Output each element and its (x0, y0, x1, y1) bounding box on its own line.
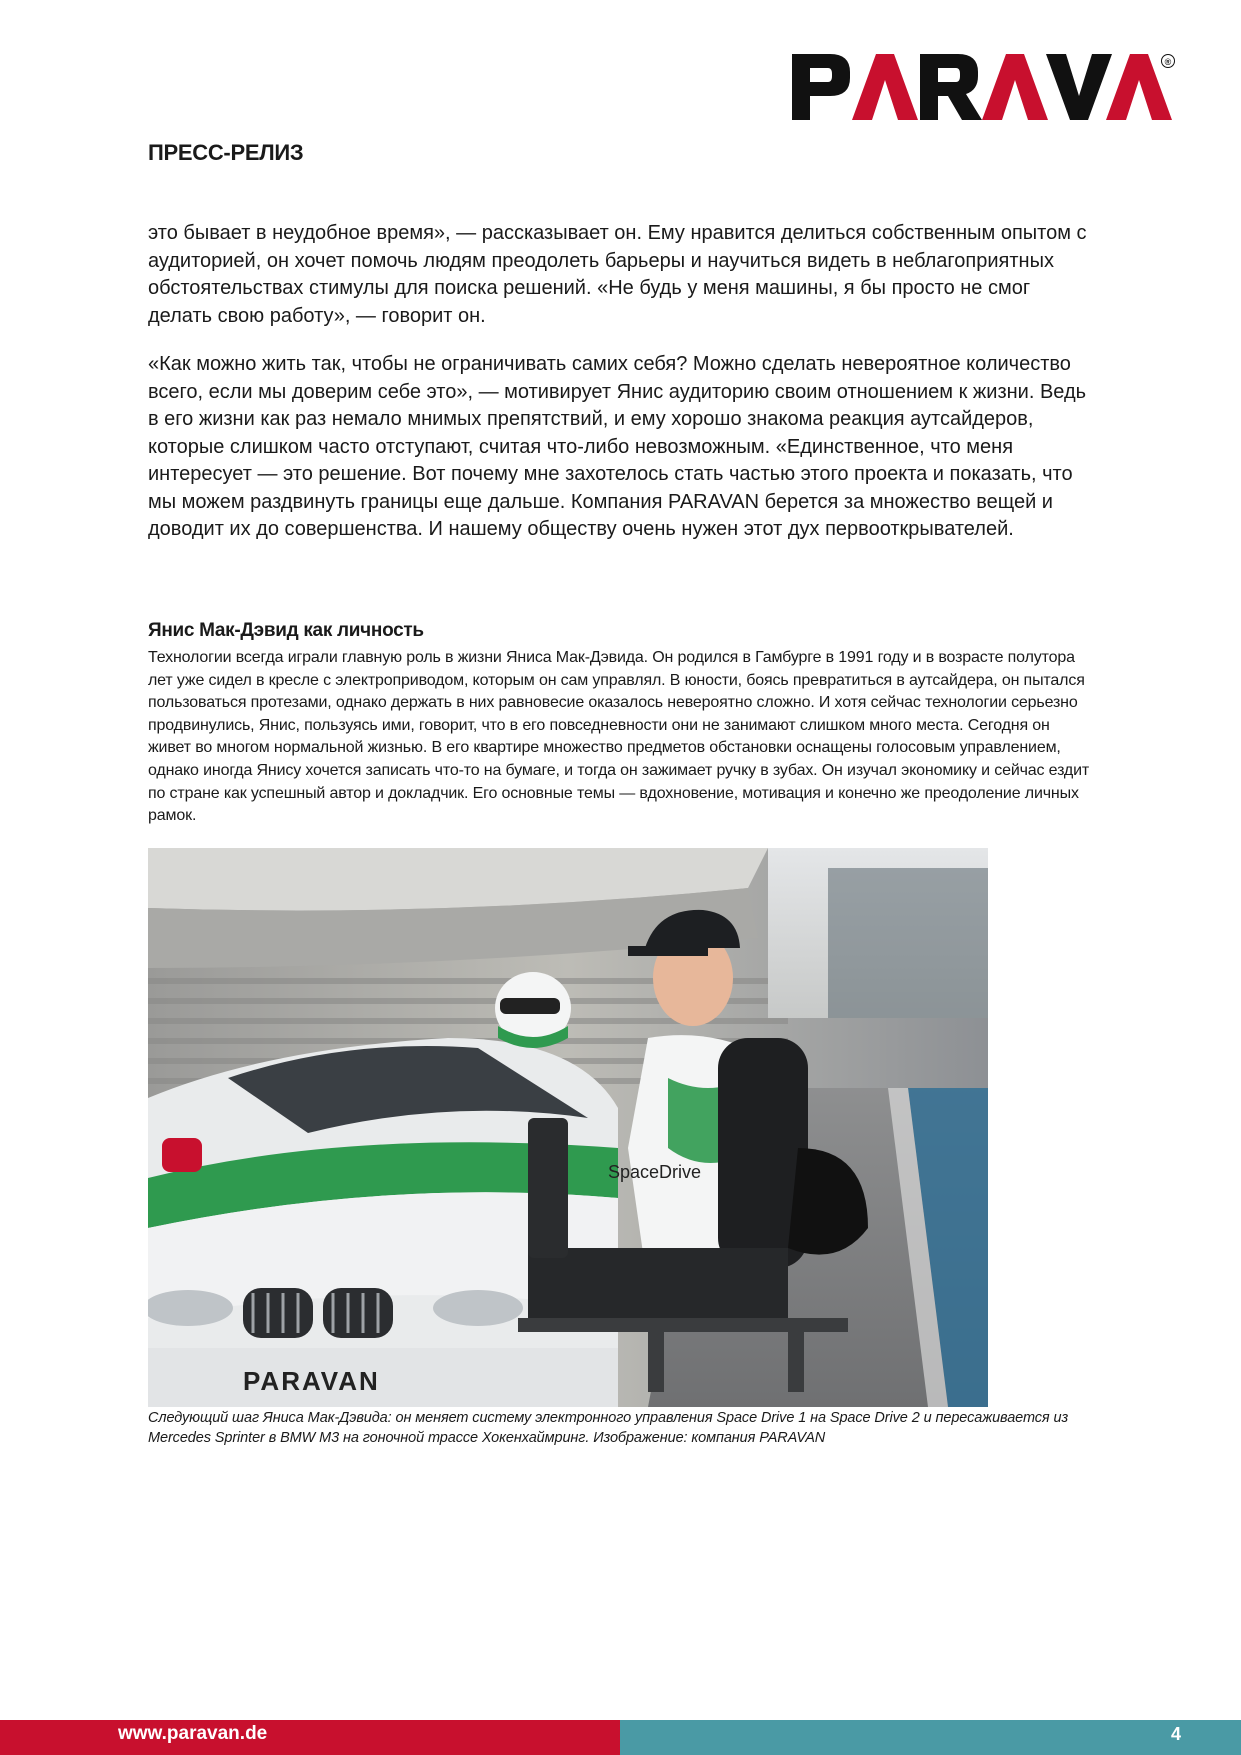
page-number: 4 (1170, 1724, 1181, 1744)
section-paragraph: Технологии всегда играли главную роль в жизни Яниса Мак-Дэвида. Он родился в Гамбурге в 1991 году и в возрасте полутора лет уже сидел в кресле с электроприводом, которым он сам управлял. В юности, боясь превратиться в аутсайдера, он пытался пользоваться протезами, однако держать в них равновесие оказалось невероятно сложно. И хотя сейчас технологии серьезно продвинулись, Янис, пользуясь ими, говорит, что в его повседневности они не занимают слишком много места. Сегодня он живет во многом нормальной жизнью. В его квартире множество предметов обстановки оснащены голосовым управлением, однако иногда Янису хочется записать что-то на бумаге, и тогда он зажимает ручку в зубах. Он изучал экономику и сейчас ездит по стране как успешный автор и докладчик. Его основные темы — вдохновение, мотивация и конечно же преодоление личных рамок. (148, 649, 1090, 825)
footer-website-link[interactable]: www.paravan.de (118, 1723, 268, 1744)
body-paragraph: это бывает в неудобное время», — рассказывает он. Ему нравится делиться собственным опытом с аудиторией, он хочет помочь людям преодолеть барьеры и научиться видеть в неблагоприятных обстоятельствах стимулы для поиска решений. «Не будь у меня машины, я бы просто не смог делать свою работу», — говорит он. (148, 222, 1087, 327)
footer-bar-red (0, 1720, 620, 1755)
document-type-title: ПРЕСС-РЕЛИЗ (148, 140, 304, 165)
suit-text: SpaceDrive (608, 1162, 702, 1182)
registered-mark: ® (1161, 54, 1175, 68)
car-logo-text: PARAVAN (243, 1366, 380, 1396)
paravan-logo (790, 50, 1176, 122)
footer-bar-teal (620, 1720, 1241, 1755)
section-heading: Янис Мак-Дэвид как личность (148, 620, 424, 641)
photo-caption: Следующий шаг Яниса Мак-Дэвида: он меняет систему электронного управления Space Drive 1 на Space Drive 2 и пересаживается из Mercedes Sprinter в BMW M3 на гоночной трассе Хокенхаймринг. Изображение: компания PARAVAN (148, 1410, 1069, 1446)
race-car-photo (148, 848, 988, 1407)
body-paragraph: «Как можно жить так, чтобы не ограничивать самих себя? Можно сделать невероятное количество всего, если мы доверим себе это», — мотивирует Янис аудиторию своим отношением к жизни. Ведь в его жизни как раз немало мнимых препятствий, и ему хорошо знакома реакция аутсайдеров, которые слишком часто отступают, считая что-либо невозможным. «Единственное, что меня интересует — это решение. Вот почему мне захотелось стать частью этого проекта и показать, что мы можем раздвинуть границы еще дальше. Компания PARAVAN берется за множество вещей и доводит их до совершенства. И нашему обществу очень нужен этот дух первооткрывателей. (148, 353, 1087, 540)
